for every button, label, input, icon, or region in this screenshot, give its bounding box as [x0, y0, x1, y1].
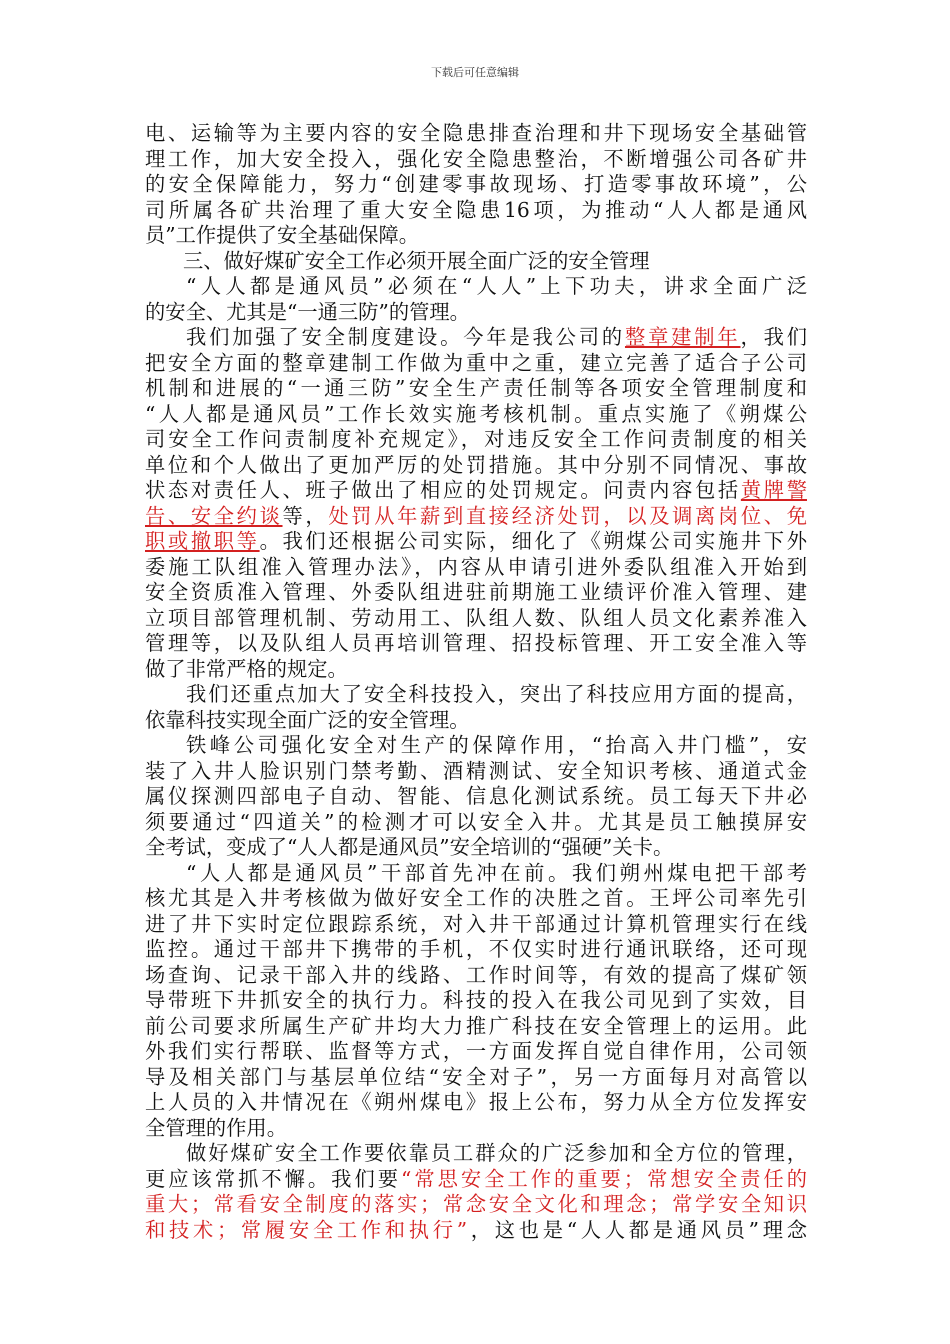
text-line — [145, 325, 807, 351]
highlight-underlined: 黄牌警 — [740, 478, 807, 502]
text-line — [145, 1167, 807, 1193]
highlight-underlined: 整章建制年 — [624, 325, 741, 349]
text-line: “人人都是通风员”必须在“人人”上下功夫，讲求全面广泛 — [186, 274, 807, 298]
text-line: 立项目部管理机制、劳动用工、队组人数、队组人员文化素养准入 — [145, 605, 807, 630]
section-heading: 三、做好煤矿安全工作必须开展全面广泛的安全管理 — [183, 248, 650, 273]
highlight-underlined: 告、安全约谈 — [145, 503, 283, 528]
text-run: ，我们 — [740, 325, 807, 349]
text-line: 依靠科技实现全面广泛的安全管理。 — [145, 707, 470, 732]
text-line: 进了井下实时定位跟踪系统，对入井干部通过计算机管理实行在线 — [145, 911, 807, 936]
text-line: 员”工作提供了安全基础保障。 — [145, 223, 420, 247]
text-line: 单位和个人做出了更加严厉的处罚措施。其中分别不同情况、事故 — [145, 452, 807, 477]
text-line: 管理等，以及队组人员再培训管理、招投标管理、开工安全准入等 — [145, 631, 807, 655]
text-line: 导带班下井抓安全的执行力。科技的投入在我公司见到了实效，目 — [145, 988, 807, 1012]
text-line: 全管理的作用。 — [145, 1115, 287, 1140]
text-run: 等， — [282, 503, 329, 528]
text-run: 状态对责任人、班子做出了相应的处罚规定。问责内容包括 — [145, 478, 741, 502]
text-line: 机制和进展的“一通三防”安全生产责任制等各项安全管理制度和 — [145, 376, 807, 400]
text-line: 把安全方面的整章建制工作做为重中之重，建立完善了适合子公司 — [145, 350, 807, 375]
text-line: 前公司要求所属生产矿井均大力推广科技在安全管理上的运用。此 — [145, 1013, 807, 1038]
text-line: 安全资质准入管理、外委队组进驻前期施工业绩评价准入管理、建 — [145, 580, 807, 604]
text-line: 装了入井人脸识别门禁考勤、酒精测试、安全知识考核、通道式金 — [145, 758, 807, 783]
text-line: 监控。通过干部井下携带的手机，不仅实时进行通讯联络，还可现 — [145, 937, 807, 961]
text-run: 。我们还根据公司实际，细化了《朔煤公司实施井下外 — [259, 529, 807, 553]
text-line: 电、运输等为主要内容的安全隐患排查治理和井下现场安全基础管 — [145, 121, 807, 145]
text-line: 全考试，变成了“人人都是通风员”安全培训的“强硬”关卡。 — [145, 835, 674, 859]
text-line: 司所属各矿共治理了重大安全隐患16项，为推动“人人都是通风 — [145, 197, 807, 222]
text-line: 委施工队组准入管理办法》，内容从申请引进外委队组准入开始到 — [145, 554, 807, 579]
text-line — [145, 529, 807, 555]
text-line: 的安全保障能力，努力“创建零事故现场、打造零事故环境”，公 — [145, 172, 807, 196]
document-body — [145, 121, 807, 1243]
highlight-text: 处罚从年薪到直接经济处罚，以及调离岗位、免 — [328, 503, 807, 528]
text-line: 理工作，加大安全投入，强化安全隐患整治，不断增强公司各矿井 — [145, 146, 807, 171]
text-line — [145, 1192, 807, 1218]
text-line: “人人都是通风员”工作长效实施考核机制。重点实施了《朔煤公 — [145, 401, 807, 426]
text-line: 我们还重点加大了安全科技投入，突出了科技应用方面的提高， — [186, 682, 807, 706]
text-line — [145, 1218, 807, 1244]
text-line: 场查询、记录干部入井的线路、工作时间等，有效的提高了煤矿领 — [145, 962, 807, 987]
highlight-text: 重大；常看安全制度的落实；常念安全文化和理念；常学安全知识 — [145, 1192, 807, 1216]
text-line — [145, 478, 807, 504]
text-line: 上人员的入井情况在《朔州煤电》报上公布，努力从全方位发挥安 — [145, 1090, 807, 1114]
highlight-underlined: 职或撤职等 — [145, 529, 260, 553]
text-run: 更应该常抓不懈。我们要 — [145, 1166, 401, 1191]
text-line: 属仪探测四部电子自动、智能、信息化测试系统。员工每天下井必 — [145, 784, 807, 808]
text-line: “人人都是通风员”干部首先冲在前。我们朔州煤电把干部考 — [186, 860, 807, 885]
text-line: 外我们实行帮联、监督等方式，一方面发挥自觉自律作用，公司领 — [145, 1039, 807, 1063]
text-run: ，这也是“人人都是通风员”理念 — [467, 1217, 807, 1242]
text-line: 司安全工作问责制度补充规定》，对违反安全工作问责制度的相关 — [145, 427, 807, 451]
text-line: 导及相关部门与基层单位结“安全对子”，另一方面每月对高管以 — [145, 1064, 807, 1089]
text-line: 做好煤矿安全工作要依靠员工群众的广泛参加和全方位的管理， — [186, 1141, 807, 1165]
text-line: 做了非常严格的规定。 — [145, 656, 348, 681]
highlight-text: 和技术；常履安全工作和执行” — [145, 1217, 468, 1242]
text-line: 须要通过“四道关”的检测才可以安全入井。尤其是员工触摸屏安 — [145, 809, 807, 834]
text-line — [145, 504, 807, 530]
page-header: 下载后可任意编辑 — [431, 66, 519, 79]
text-line: 核尤其是入井考核做为做好安全工作的决胜之首。王坪公司率先引 — [145, 886, 807, 910]
text-line: 的安全、尤其是“一通三防”的管理。 — [145, 299, 470, 324]
text-run: 我们加强了安全制度建设。今年是我公司的 — [186, 325, 625, 349]
highlight-text: “常思安全工作的重要；常想安全责任的 — [401, 1166, 807, 1191]
text-line: 铁峰公司强化安全对生产的保障作用，“抬高入井门槛”，安 — [186, 733, 807, 757]
